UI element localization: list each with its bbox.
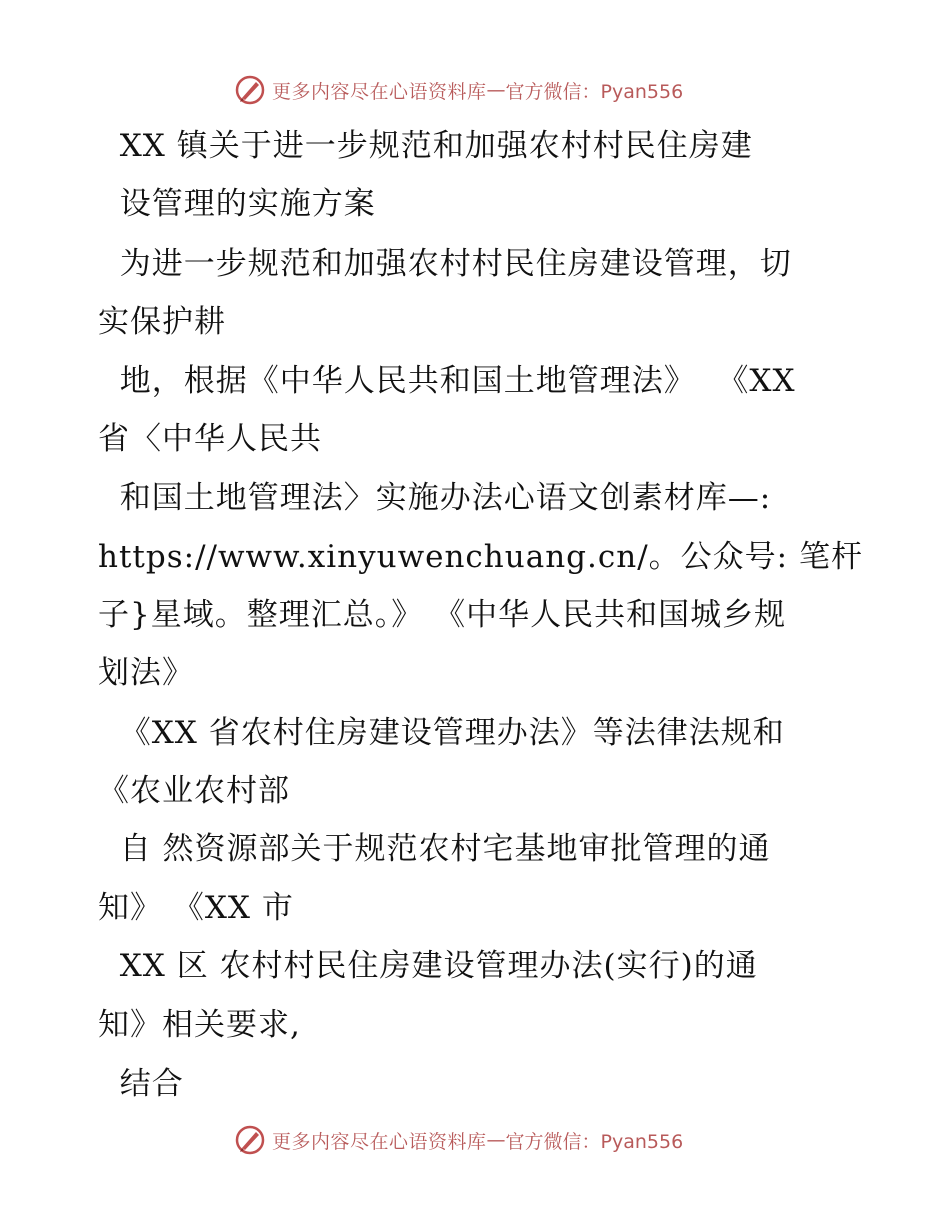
- footer-banner: [234, 1123, 683, 1157]
- doc-line: 地，根据《中华人民共和国土地管理法》 《XX: [98, 363, 796, 399]
- banner-separator: —: [486, 79, 506, 101]
- doc-line: 设管理的实施方案: [98, 186, 376, 222]
- doc-line: 实保护耕: [98, 304, 226, 340]
- doc-line: 为进一步规范和加强农村村民住房建设管理，切: [98, 246, 792, 282]
- doc-line: 知》 《XX 市: [98, 890, 294, 926]
- banner-separator: —: [486, 1129, 506, 1151]
- doc-line: 子}星域。整理汇总。》 《中华人民共和国城乡规: [98, 597, 787, 633]
- banner-wechat: 官方微信：Pyan556: [505, 1130, 684, 1153]
- doc-line: 结合: [98, 1066, 184, 1102]
- banner-wechat: 官方微信：Pyan556: [505, 80, 684, 103]
- header-banner: [234, 73, 683, 107]
- doc-line: XX 区 农村村民住房建设管理办法(实行)的通: [98, 948, 758, 984]
- doc-line: 和国土地管理法〉实施办法心语文创素材库—:: [98, 480, 772, 516]
- doc-line: 省〈中华人民共: [98, 421, 322, 457]
- banner-title: 更多内容尽在心语资料库: [272, 80, 487, 103]
- pen-logo-icon: [234, 1124, 266, 1156]
- banner-title: 更多内容尽在心语资料库: [272, 1130, 487, 1153]
- doc-line: https://www.xinyuwenchuang.cn/。公众号: 笔杆: [98, 539, 863, 575]
- doc-line: 《XX 省农村住房建设管理办法》等法律法规和: [98, 715, 785, 751]
- doc-line: 划法》: [98, 655, 194, 691]
- doc-line: XX 镇关于进一步规范和加强农村村民住房建: [98, 128, 753, 164]
- doc-line: 《农业农村部: [98, 773, 290, 809]
- pen-logo-icon: [234, 74, 266, 106]
- doc-line: 知》相关要求,: [98, 1007, 301, 1043]
- doc-line: 自 然资源部关于规范农村宅基地审批管理的通: [98, 831, 771, 867]
